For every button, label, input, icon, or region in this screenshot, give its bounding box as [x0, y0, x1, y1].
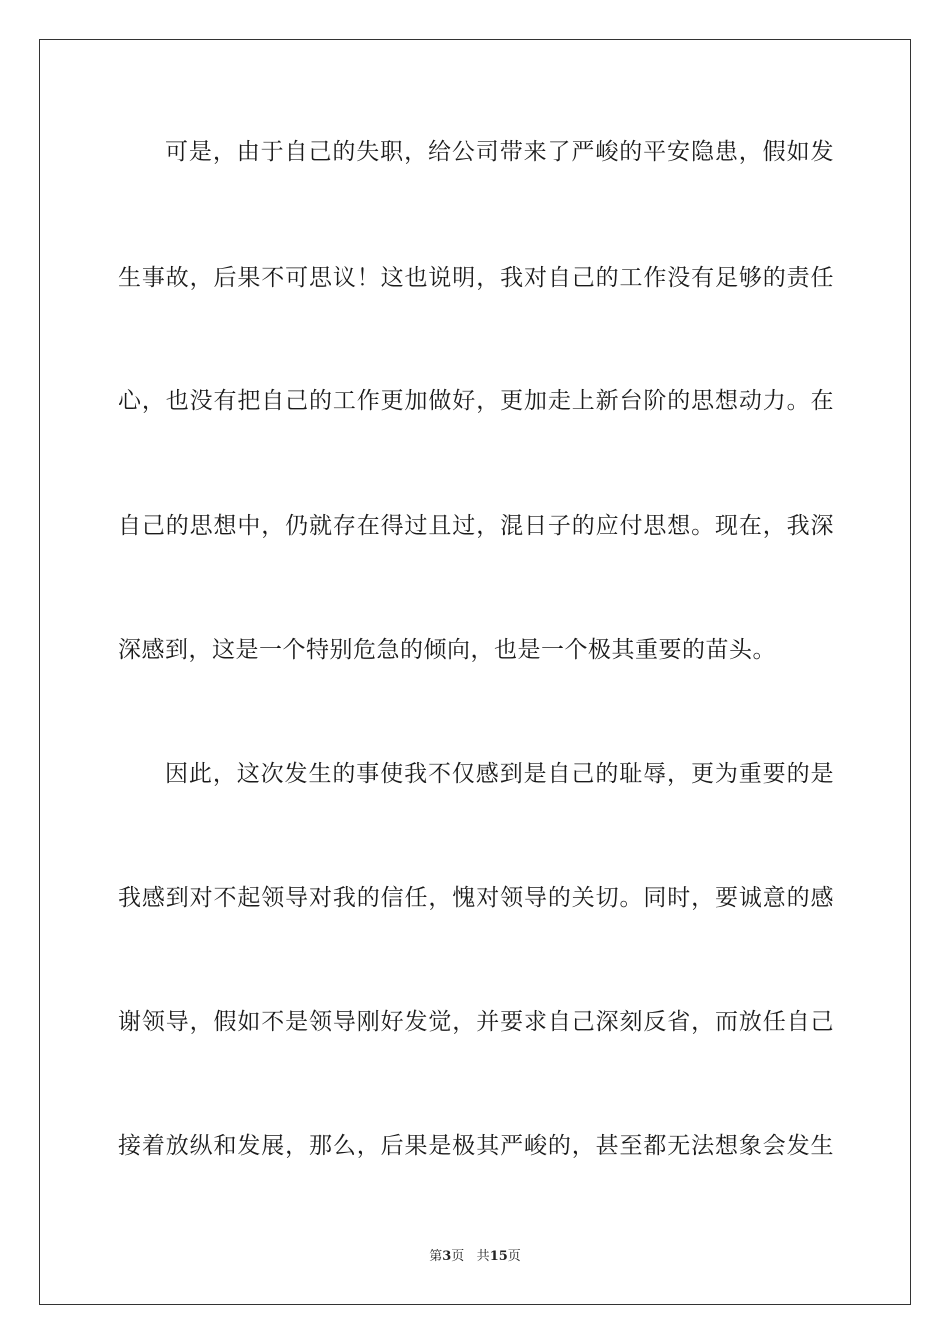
- paragraph-2-line-1: 因此，这次发生的事使我不仅感到是自己的耻辱，更为重要的是: [165, 761, 834, 787]
- page-footer: [0, 1248, 950, 1266]
- paragraph-2-line-4: 接着放纵和发展，那么，后果是极其严峻的，甚至都无法想象会发生: [118, 1133, 834, 1159]
- footer-total-prefix: 共: [476, 1249, 490, 1264]
- paragraph-2-line-3: 谢领导，假如不是领导刚好发觉，并要求自己深刻反省，而放任自己: [118, 1009, 834, 1035]
- paragraph-1-line-3: 心，也没有把自己的工作更加做好，更加走上新台阶的思想动力。在: [118, 388, 834, 414]
- footer-page-prefix: 第: [429, 1249, 443, 1264]
- page-border: [39, 39, 911, 1305]
- footer-total-suffix: 页: [507, 1249, 521, 1264]
- paragraph-1-line-4: 自己的思想中，仍就存在得过且过，混日子的应付思想。现在，我深: [118, 513, 834, 539]
- footer-page-number: 3: [442, 1249, 452, 1264]
- paragraph-1-line-2: 生事故，后果不可思议！这也说明，我对自己的工作没有足够的责任: [118, 265, 834, 291]
- footer-page-suffix: 页: [451, 1249, 465, 1264]
- paragraph-2-line-2: 我感到对不起领导对我的信任，愧对领导的关切。同时，要诚意的感: [118, 885, 834, 911]
- footer-total-pages: 15: [489, 1249, 508, 1264]
- paragraph-1-line-1: 可是，由于自己的失职，给公司带来了严峻的平安隐患，假如发: [165, 139, 834, 165]
- paragraph-1-line-5: 深感到，这是一个特别危急的倾向，也是一个极其重要的苗头。: [118, 637, 776, 663]
